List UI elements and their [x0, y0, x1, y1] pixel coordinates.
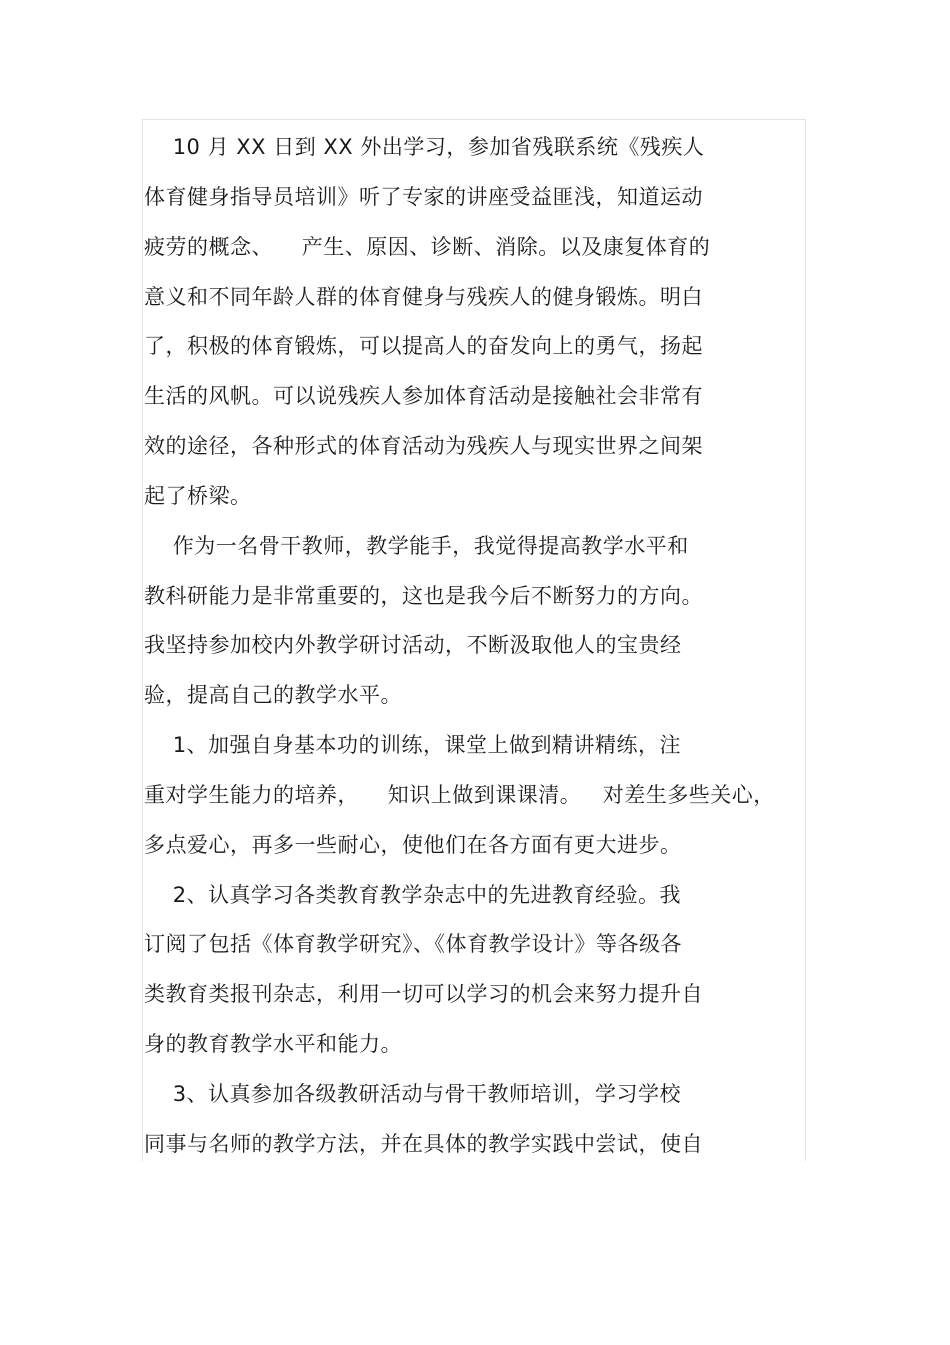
text-line: 了，积极的体育锻炼，可以提高人的奋发向上的勇气，扬起 [144, 334, 703, 358]
text-line: 意义和不同年龄人群的体育健身与残疾人的健身锻炼。明白 [144, 285, 703, 309]
text-line: 验，提高自己的教学水平。 [144, 683, 402, 707]
text-line: 教科研能力是非常重要的，这也是我今后不断努力的方向。 [144, 584, 703, 608]
text-line: 我坚持参加校内外教学研讨活动，不断汲取他人的宝贵经 [144, 633, 682, 657]
text-line: 生活的风帆。可以说残疾人参加体育活动是接触社会非常有 [144, 384, 703, 408]
text-line: 作为一名骨干教师，教学能手，我觉得提高教学水平和 [144, 534, 689, 558]
text-line: 起了桥梁。 [144, 484, 252, 508]
text-line: 重对学生能力的培养， 知识上做到课课清。 对差生多些关心， [144, 783, 775, 807]
text-line: 类教育类报刊杂志，利用一切可以学习的机会来努力提升自 [144, 982, 703, 1006]
text-line: 身的教育教学水平和能力。 [144, 1032, 402, 1056]
text-line: 1、加强自身基本功的训练，课堂上做到精讲精练，注 [144, 733, 682, 757]
text-line: 订阅了包括《体育教学研究》、《体育教学设计》等各级各 [144, 932, 682, 956]
text-line: 同事与名师的教学方法，并在具体的教学实践中尝试，使自 [144, 1132, 703, 1156]
text-line: 体育健身指导员培训》听了专家的讲座受益匪浅，知道运动 [144, 185, 703, 209]
text-line: 2、认真学习各类教育教学杂志中的先进教育经验。我 [144, 883, 682, 907]
text-line: 疲劳的概念、 产生、原因、诊断、消除。以及康复体育的 [144, 235, 711, 259]
text-line: 效的途径，各种形式的体育活动为残疾人与现实世界之间架 [144, 434, 703, 458]
text-line: 多点爱心，再多一些耐心，使他们在各方面有更大进步。 [144, 833, 682, 857]
text-line: 3、认真参加各级教研活动与骨干教师培训，学习学校 [144, 1082, 682, 1106]
text-line: 10 月 XX 日到 XX 外出学习，参加省残联系统《残疾人 [144, 135, 705, 159]
